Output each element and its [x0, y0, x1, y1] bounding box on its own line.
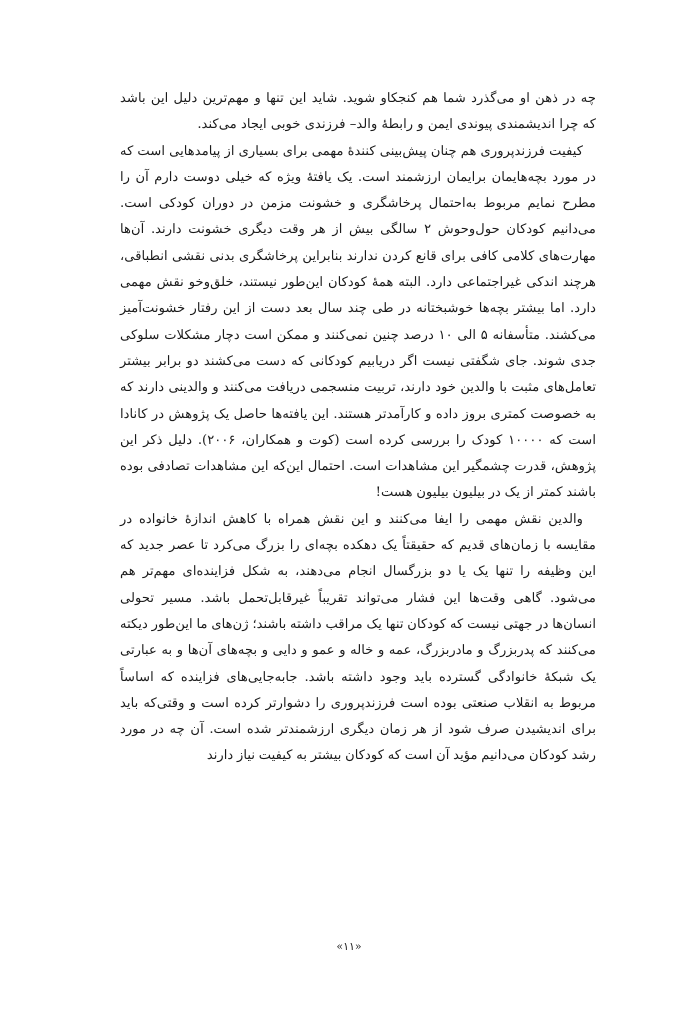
paragraph-1: چه در ذهن او می‌گذرد شما هم کنجکاو شوید. شاید این تنها و مهم‌ترین دلیل این باشد که چرا اندیشمندی پیوندی ایمن و رابطهٔ والد– فرزندی خوبی ایجاد می‌کند.	[120, 91, 596, 133]
paragraph-3: والدین نقش مهمی را ایفا می‌کنند و این نقش همراه با کاهش اندازهٔ خانواده در مقایسه با زمان‌های قدیم که حقیقتاً یک دهکده بچه‌ای را بزرگ می‌کرد تا عصر جدید که این وظیفه را تنها یک یا دو بزرگسال انجام می‌دهند، به شکل فزاینده‌ای مهم‌تر هم می‌شود. گاهی وقت‌ها این فشار می‌تواند تقریباً غیرقابل‌تحمل باشد. مسیر تحولی انسان‌ها در جهتی نیست که کودکان تنها یک مراقب داشته باشند؛ ژن‌های ما این‌طور دیکته می‌کنند که پدربزرگ و مادربزرگ، عمه و خاله و عمو و دایی و بچه‌های آن‌ها و به عبارتی یک شبکهٔ خانوادگی گسترده باید وجود داشته باشد. جابه‌جایی‌های فزاینده که اساساً مربوط به انقلاب صنعتی بوده است فرزندپروری را دشوارتر کرده است و وقتی‌که باید برای اندیشیدن صرف شود از هر زمان دیگری ارزشمندتر شده است. آن چه در مورد رشد کودکان می‌دانیم مؤید آن است که کودکان بیشتر به کیفیت نیاز دارند	[120, 511, 596, 764]
paragraph-2: کیفیت فرزندپروری هم چنان پیش‌بینی کنندهٔ مهمی برای بسیاری از پیامدهایی است که در مورد بچه‌هایمان برایمان ارزشمند است. یک یافتهٔ ویژه که خیلی دوست دارم آن را مطرح نمایم مربوط به‌احتمال پرخاشگری و خشونت مزمن در دوران کودکی است. می‌دانیم کودکان حول‌وحوش ۲ سالگی بیش از هر وقت دیگری خشونت دارند. آن‌ها مهارت‌های کلامی کافی برای قانع کردن ندارند بنابراین پرخاشگری بدنی نقشی انطباقی، هرچند اندکی غیراجتماعی دارد. البته همهٔ کودکان این‌طور نیستند، خلق‌وخو نقش مهمی دارد. اما بیشتر بچه‌ها خوشبختانه در طی چند سال بعد دست از این رفتار خشونت‌آمیز می‌کشند. متأسفانه ۵ الی ۱۰ درصد چنین نمی‌کنند و ممکن است دچار مشکلات سلوکی جدی شوند. جای شگفتی نیست اگر دریابیم کودکانی که دست می‌کشند دو برابر بیشتر تعامل‌های مثبت با والدین خود دارند، تربیت منسجمی دریافت می‌کنند و والدینی دارند که به خصوصت کمتری بروز داده و کارآمدتر هستند. این یافته‌ها حاصل یک پژوهش در کانادا است که ۱۰۰۰۰ کودک را بررسی کرده است (کوت و همکاران، ۲۰۰۶). دلیل ذکر این پژوهش، قدرت چشمگیر این مشاهدات است. احتمال این‌که این مشاهدات تصادفی بوده باشند کمتر از یک در بیلیون بیلیون هست!	[120, 143, 596, 501]
page-body	[120, 86, 596, 770]
page-number: «۱۱»	[336, 940, 362, 953]
